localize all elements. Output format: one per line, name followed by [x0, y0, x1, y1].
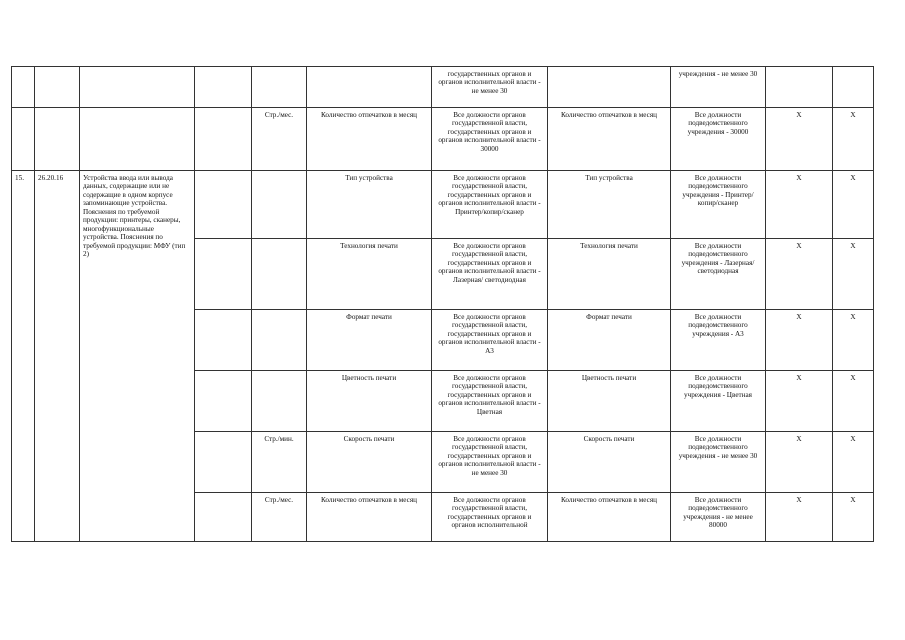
- mark-x: X: [833, 310, 874, 371]
- unit-code: [195, 108, 252, 171]
- unit-name: Стр./мес.: [252, 493, 307, 542]
- characteristic: Количество отпечатков в месяц: [307, 493, 432, 542]
- value-government: Все должности органов государственной власти, государственных органов и органов исполнительной власти - Лазерная/ светодиодная: [432, 239, 548, 310]
- unit-name: [252, 67, 307, 108]
- characteristic: Формат печати: [307, 310, 432, 371]
- characteristic: Тип устройства: [307, 171, 432, 239]
- value-government: Все должности органов государственной власти, государственных органов и органов исполнительной власти - А3: [432, 310, 548, 371]
- value-subordinate: Все должности подведомственного учреждения - Принтер/копир/сканер: [671, 171, 766, 239]
- value-subordinate: Все должности подведомственного учреждения - Цветная: [671, 371, 766, 432]
- mark-x: X: [833, 171, 874, 239]
- mark-x: X: [766, 432, 833, 493]
- unit-code: [195, 493, 252, 542]
- mark-x: X: [833, 371, 874, 432]
- value-government: Все должности органов государственной власти, государственных органов и органов исполнительной власти - не менее 30: [432, 432, 548, 493]
- characteristic-approved: Тип устройства: [548, 171, 671, 239]
- mark-x: X: [833, 108, 874, 171]
- characteristic-approved: [548, 67, 671, 108]
- characteristic-approved: Скорость печати: [548, 432, 671, 493]
- mark-x: [833, 67, 874, 108]
- value-government: Все должности органов государственной власти, государственных органов и органов исполнительной: [432, 493, 548, 542]
- row-number: 15.: [12, 171, 35, 542]
- mark-x: X: [766, 493, 833, 542]
- unit-name: [252, 239, 307, 310]
- mark-x: X: [766, 108, 833, 171]
- unit-name: Стр./мин.: [252, 432, 307, 493]
- value-subordinate: Все должности подведомственного учреждения - не менее 30: [671, 432, 766, 493]
- mark-x: [766, 67, 833, 108]
- value-subordinate: Все должности подведомственного учреждения - 30000: [671, 108, 766, 171]
- characteristic-approved: Формат печати: [548, 310, 671, 371]
- characteristic-approved: Цветность печати: [548, 371, 671, 432]
- table-row: [12, 67, 874, 108]
- unit-code: [195, 371, 252, 432]
- value-government: государственных органов и органов исполнительной власти - не менее 30: [432, 67, 548, 108]
- value-government: Все должности органов государственной власти, государственных органов и органов исполнительной власти - Цветная: [432, 371, 548, 432]
- mark-x: X: [766, 371, 833, 432]
- characteristic: Количество отпечатков в месяц: [307, 108, 432, 171]
- value-government: Все должности органов государственной власти, государственных органов и органов исполнительной власти - 30000: [432, 108, 548, 171]
- okpd-code: 26.20.16: [35, 171, 80, 542]
- row-number: [12, 108, 35, 171]
- value-government: Все должности органов государственной власти, государственных органов и органов исполнительной власти - Принтер/копир/сканер: [432, 171, 548, 239]
- mark-x: X: [766, 310, 833, 371]
- mark-x: X: [833, 432, 874, 493]
- unit-name: [252, 371, 307, 432]
- unit-code: [195, 67, 252, 108]
- unit-code: [195, 432, 252, 493]
- mark-x: X: [766, 239, 833, 310]
- unit-code: [195, 310, 252, 371]
- characteristic: [307, 67, 432, 108]
- product-name: [80, 67, 195, 108]
- unit-name: Стр./мес.: [252, 108, 307, 171]
- unit-code: [195, 239, 252, 310]
- value-subordinate: Все должности подведомственного учреждения - не менее 80000: [671, 493, 766, 542]
- characteristic-approved: Количество отпечатков в месяц: [548, 493, 671, 542]
- value-subordinate: Все должности подведомственного учреждения - А3: [671, 310, 766, 371]
- mark-x: X: [766, 171, 833, 239]
- value-subordinate: Все должности подведомственного учреждения - Лазерная/ светодиодная: [671, 239, 766, 310]
- unit-name: [252, 171, 307, 239]
- characteristic: Технология печати: [307, 239, 432, 310]
- okpd-code: [35, 67, 80, 108]
- okpd-code: [35, 108, 80, 171]
- value-subordinate: учреждения - не менее 30: [671, 67, 766, 108]
- characteristic-approved: Технология печати: [548, 239, 671, 310]
- unit-code: [195, 171, 252, 239]
- row-number: [12, 67, 35, 108]
- product-name: Устройства ввода или вывода данных, содержащие или не содержащие в одном корпусе запоминающие устройства. Пояснения по требуемой продукции: принтеры, сканеры, многофункциональные устройства. Пояснения по требуемой продукции: МФУ (тип 2): [80, 171, 195, 542]
- unit-name: [252, 310, 307, 371]
- characteristic: Скорость печати: [307, 432, 432, 493]
- characteristic: Цветность печати: [307, 371, 432, 432]
- product-name: [80, 108, 195, 171]
- requirements-table: [11, 66, 874, 542]
- characteristic-approved: Количество отпечатков в месяц: [548, 108, 671, 171]
- mark-x: X: [833, 239, 874, 310]
- table-row: [12, 171, 874, 239]
- table-row: [12, 108, 874, 171]
- mark-x: X: [833, 493, 874, 542]
